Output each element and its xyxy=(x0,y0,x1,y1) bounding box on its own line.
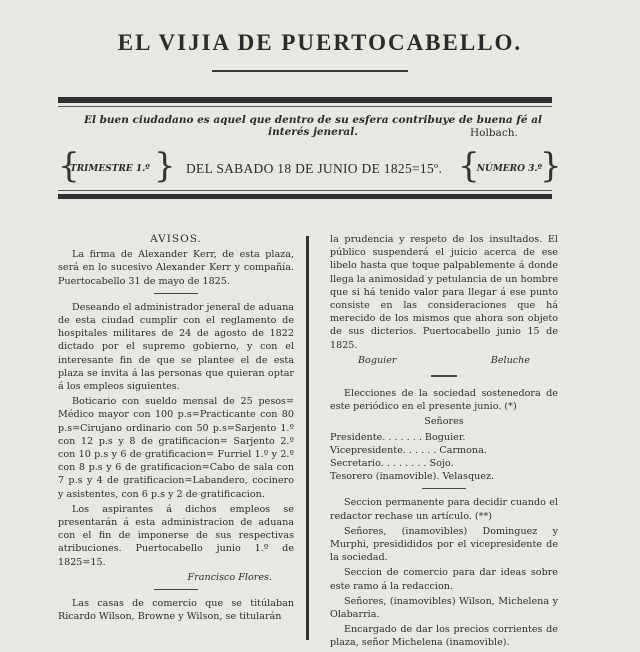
right-brace-close: } xyxy=(540,146,562,186)
separator xyxy=(422,488,466,489)
officer-row: Secretario. . . . . . . . Sojo. xyxy=(330,458,454,470)
signature-flores: Francisco Flores. xyxy=(187,571,272,583)
section-permanent-members: Señores, (inamovibles) Dominguez y Murphi, presidididos por el vicepresidente de la sociedad. xyxy=(330,525,558,564)
separator xyxy=(154,589,198,590)
dateline xyxy=(58,146,562,188)
avisos-heading: AVISOS. xyxy=(150,233,202,245)
section-permanent: Seccion permanente para decidir cuando el redactor rechase un artículo. (**) xyxy=(330,497,558,522)
signature-boguier: Boguier xyxy=(358,354,397,366)
motto: El buen ciudadano es aquel que dentro de su esfera contribuye de buena fé al interés jeneral. xyxy=(83,114,543,138)
section-commerce: Seccion de comercio para dar ideas sobre este ramo á la redaccion. xyxy=(330,567,558,592)
elections-intro: Elecciones de la sociedad sostenedora de este periódico en el presente junio. (*) xyxy=(330,388,558,413)
senores-label: Señores xyxy=(424,416,464,428)
top-rule xyxy=(58,97,552,103)
bottom-rule-thin xyxy=(58,190,552,191)
issue-number: NÚMERO 3.º xyxy=(476,164,542,174)
trimester-label: TRIMESTRE 1.º xyxy=(70,164,150,174)
right-brace-open: { xyxy=(458,146,480,186)
top-rule-thin xyxy=(58,106,552,107)
signatures xyxy=(330,354,558,367)
officer-row: Presidente. . . . . . . Boguier. xyxy=(330,431,466,443)
separator xyxy=(431,375,457,377)
officer-row: Tesorero (inamovible). Velasquez. xyxy=(330,471,495,483)
notice-positions: Boticario con sueldo mensal de 25 pesos= Médico mayor con 100 p.s=Practicante con 80 p.s=Cirujano ordinario con 50 p.s=Sarjento 1.º con 12 p.s y 8 de gratificacion= Sarjento 2.º con 10 p.s y 6 de gratificacion= Furriel 1.º y 2.º con 8 p.s y 6 de gratificacion=Cabo de sala con 7 p.s y 4 de gratificacion=Labandero, cocinero y asistentes, con 6 p.s y 2 de gratificacion. xyxy=(58,396,294,500)
signature-beluche: Beluche xyxy=(490,354,530,366)
issue-date: DEL SABADO 18 DE JUNIO DE 1825=15º. xyxy=(186,161,443,176)
prices-officer: Encargado de dar los precios corrientes de plaza, señor Michelena (inamovible). xyxy=(330,624,558,649)
separator xyxy=(154,293,198,294)
article-continuation: la prudencia y respeto de los insultados. El público suspenderá el juicio acerca de ese libelo hasta que toque palpablemente á donde llega la animosidad y petulancia de un hombre que si há tenido valor para llegar á ese punto consiste en las consideraciones que há merecido de los mismos que ahora son objeto de sus dicterios. Puertocabello junio 15 de 1825. xyxy=(330,234,558,351)
officer-row: Vicepresidente. . . . . . Carmona. xyxy=(330,444,487,456)
column-divider xyxy=(306,236,309,640)
left-brace-open: { xyxy=(58,146,80,186)
notice-kerr: La firma de Alexander Kerr, de esta plaza, será en lo sucesivo Alexander Kerr y compañía. Puertocabello 31 de mayo de 1825. xyxy=(58,249,294,287)
left-brace-close: } xyxy=(154,146,176,186)
bottom-rule xyxy=(58,194,552,199)
right-column xyxy=(330,233,558,652)
masthead-rule xyxy=(212,70,408,72)
notice-applicants: Los aspirantes á dichos empleos se presentarán á esta administracion de aduana con el fin de imponerse de sus respectivas atribuciones. Puertocabello junio 1.º de 1825=15. xyxy=(58,503,294,568)
left-column xyxy=(58,233,294,625)
section-commerce-members: Señores, (inamovibles) Wilson, Michelena y Olabarria. xyxy=(330,595,558,621)
notice-wilson: Las casas de comercio que se titúlaban Ricardo Wilson, Browne y Wilson, se titularán xyxy=(58,598,294,623)
masthead-title: EL VIJIA DE PUERTOCABELLO. xyxy=(117,30,523,55)
motto-author: Holbach. xyxy=(470,127,518,139)
notice-hospital: Deseando el administrador jeneral de aduana de esta ciudad cumplir con el reglamento de hospitales militares de 24 de agosto de 1822 dictado por el supremo gobierno, y con el interesante fin de que se plantee el de esta plaza se invita á las personas que quieran optar á los empleos siguientes. xyxy=(58,301,295,393)
